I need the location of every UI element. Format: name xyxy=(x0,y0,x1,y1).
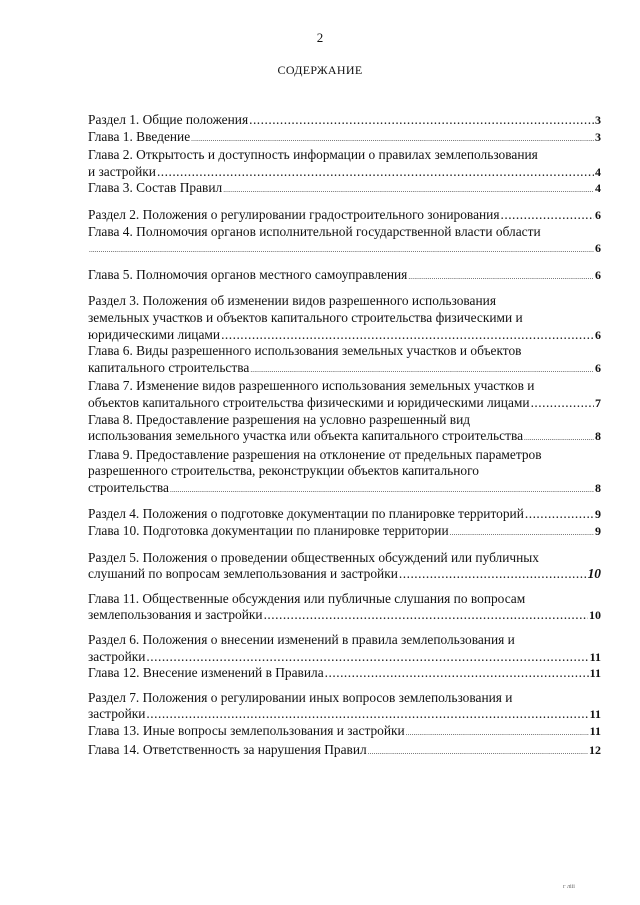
dot-leader xyxy=(325,665,589,682)
toc-entry xyxy=(88,723,601,742)
toc-entry-text: Раздел 3. Положения об изменении видов разрешенного использования xyxy=(88,293,496,309)
toc-entry-text: Глава 5. Полномочия органов местного самоуправления xyxy=(88,266,408,282)
toc-page-number: 4 xyxy=(595,164,601,179)
toc-page-number: 10 xyxy=(589,608,601,623)
toc-entry xyxy=(88,267,601,286)
toc-entry xyxy=(88,506,601,523)
toc-entry-line xyxy=(88,428,601,447)
toc-page-number: 10 xyxy=(587,566,601,582)
toc-entry xyxy=(88,293,601,343)
toc-title: СОДЕРЖАНИЕ xyxy=(277,63,363,77)
dot-leader xyxy=(223,182,594,199)
toc-entry-text: Глава 8. Предоставление разрешения на условно разрешенный вид xyxy=(88,411,471,427)
toc-entry-line xyxy=(88,267,601,286)
toc-entry-line xyxy=(88,129,601,148)
toc-entry xyxy=(88,147,601,180)
toc-page-number: 6 xyxy=(595,207,601,222)
toc-entry xyxy=(88,180,601,199)
toc-page-number: 11 xyxy=(589,666,601,681)
toc-entry-text: слушаний по вопросам землепользования и застройки xyxy=(88,566,398,582)
page-number: 2 xyxy=(316,30,324,45)
dot-leader xyxy=(450,525,594,542)
toc-entry-line xyxy=(88,180,601,199)
toc-entry xyxy=(88,112,601,129)
toc-page-number: 8 xyxy=(595,429,601,444)
toc-entry-line xyxy=(88,649,601,666)
toc-page-number: 6 xyxy=(595,241,601,256)
toc-entry xyxy=(88,742,601,761)
toc-entry-line xyxy=(88,360,601,379)
toc-entry-line xyxy=(88,566,601,583)
dot-leader xyxy=(524,430,594,447)
dot-leader xyxy=(146,649,588,666)
toc-entry-text: Глава 13. Иные вопросы землепользования и застройки xyxy=(88,723,405,738)
toc-entry-line xyxy=(88,207,601,224)
toc-page-number: 11 xyxy=(589,649,601,664)
toc-entry-text: Раздел 7. Положения о регулировании иных вопросов землепользования и xyxy=(88,689,513,705)
toc-page-number: 3 xyxy=(595,129,601,144)
toc-page-number: 8 xyxy=(595,480,601,495)
toc-entry-line xyxy=(88,395,601,412)
toc-entry-line xyxy=(88,723,601,742)
toc-entry-text: Раздел 6. Положения о внесении изменений в правила землепользования и xyxy=(88,632,515,648)
toc-entry xyxy=(88,523,601,542)
toc-entry-text: Глава 6. Виды разрешенного использования земельных участков и объектов xyxy=(88,343,522,359)
toc-entry-text: земельных участков и объектов капитального строительства физическими и xyxy=(88,309,523,325)
toc-entry-text: строительства xyxy=(88,479,169,495)
toc-entry-line xyxy=(88,706,601,723)
toc-page-number: 4 xyxy=(595,181,601,196)
toc-page-number: 11 xyxy=(589,707,601,722)
dot-leader xyxy=(191,131,594,148)
toc-entry-line xyxy=(88,523,601,542)
toc-entry-text: Глава 3. Состав Правил xyxy=(88,180,223,196)
toc-entry-text: разрешенного строительства, реконструкции объектов капитального xyxy=(88,463,479,479)
toc-entry-text: Раздел 1. Общие положения xyxy=(88,112,249,127)
toc-entry-text: Глава 2. Открытость и доступность информации о правилах землепользования xyxy=(88,147,538,163)
dot-leader xyxy=(170,482,594,499)
dot-leader xyxy=(406,725,589,742)
dot-leader xyxy=(408,269,594,286)
toc-entry xyxy=(88,632,601,665)
toc-entry-text: Глава 14. Ответственность за нарушения Правил xyxy=(88,741,367,757)
toc-entry xyxy=(88,224,601,259)
toc-entry-text: использования земельного участка или объекта капитального строительства xyxy=(88,428,524,444)
toc-page-number: 11 xyxy=(589,724,601,738)
table-of-contents xyxy=(88,112,601,760)
dot-leader xyxy=(249,112,594,129)
toc-page-number: 9 xyxy=(595,507,601,522)
toc-entry-text: застройки xyxy=(88,648,146,664)
toc-entry-text: Глава 11. Общественные обсуждения или публичные слушания по вопросам xyxy=(88,590,526,606)
toc-entry xyxy=(88,378,601,411)
dot-leader xyxy=(146,706,588,723)
toc-page-number: 7 xyxy=(595,395,601,410)
toc-entry-text: Глава 7. Изменение видов разрешенного использования земельных участков и xyxy=(88,378,535,394)
toc-entry-text: капитального строительства xyxy=(88,359,250,375)
dot-leader xyxy=(525,506,594,523)
toc-entry-text: юридическими лицами xyxy=(88,326,221,342)
toc-entry-text: Глава 10. Подготовка документации по планировке территории xyxy=(88,523,449,539)
toc-entry-text: Раздел 5. Положения о проведении общественных обсуждений или публичных xyxy=(88,549,539,565)
toc-entry-text: землепользования и застройки xyxy=(88,607,263,623)
dot-leader xyxy=(501,207,594,224)
toc-entry-text: Раздел 2. Положения о регулировании градостроительного зонирования xyxy=(88,206,500,222)
toc-page-number: 6 xyxy=(595,360,601,375)
toc-entry-text: Глава 4. Полномочия органов исполнительной государственной власти области xyxy=(88,223,541,239)
dot-leader xyxy=(368,744,588,761)
toc-entry-line xyxy=(88,480,601,499)
toc-entry-text: Глава 12. Внесение изменений в Правила xyxy=(88,665,324,681)
toc-entry xyxy=(88,550,601,583)
toc-entry-text: объектов капитального строительства физическими и юридическими лицами xyxy=(88,394,530,410)
toc-page-number: 6 xyxy=(595,327,601,342)
toc-entry-text: и застройки xyxy=(88,163,156,179)
toc-entry xyxy=(88,591,601,624)
toc-page-number: 6 xyxy=(595,267,601,282)
toc-entry-line xyxy=(88,506,601,523)
dot-leader xyxy=(399,566,587,583)
toc-entry-text: застройки xyxy=(88,706,146,722)
toc-entry-line xyxy=(88,164,601,181)
toc-entry-line xyxy=(88,607,601,624)
toc-entry xyxy=(88,447,601,499)
toc-entry-text: Глава 1. Введение xyxy=(88,128,191,144)
toc-entry-line xyxy=(88,240,601,259)
dot-leader xyxy=(250,362,594,379)
dot-leader xyxy=(89,242,594,259)
toc-entry-line xyxy=(88,742,601,761)
toc-entry-line xyxy=(88,112,601,129)
toc-entry xyxy=(88,343,601,378)
toc-entry-text: Раздел 4. Положения о подготовке документации по планировке территорий xyxy=(88,506,524,522)
dot-leader xyxy=(264,607,588,624)
toc-page-number: 12 xyxy=(589,742,601,757)
toc-page-number: 3 xyxy=(595,113,601,127)
toc-entry-line xyxy=(88,327,601,344)
toc-entry xyxy=(88,207,601,224)
toc-entry xyxy=(88,129,601,148)
toc-entry-line xyxy=(88,665,601,682)
toc-entry xyxy=(88,665,601,682)
dot-leader xyxy=(221,327,594,344)
corner-mark: г лііі xyxy=(563,884,575,890)
dot-leader xyxy=(157,164,594,181)
toc-entry-text: Глава 9. Предоставление разрешения на отклонение от предельных параметров xyxy=(88,446,542,462)
toc-page-number: 9 xyxy=(595,524,601,539)
toc-entry xyxy=(88,690,601,723)
toc-entry xyxy=(88,412,601,447)
dot-leader xyxy=(531,395,594,412)
